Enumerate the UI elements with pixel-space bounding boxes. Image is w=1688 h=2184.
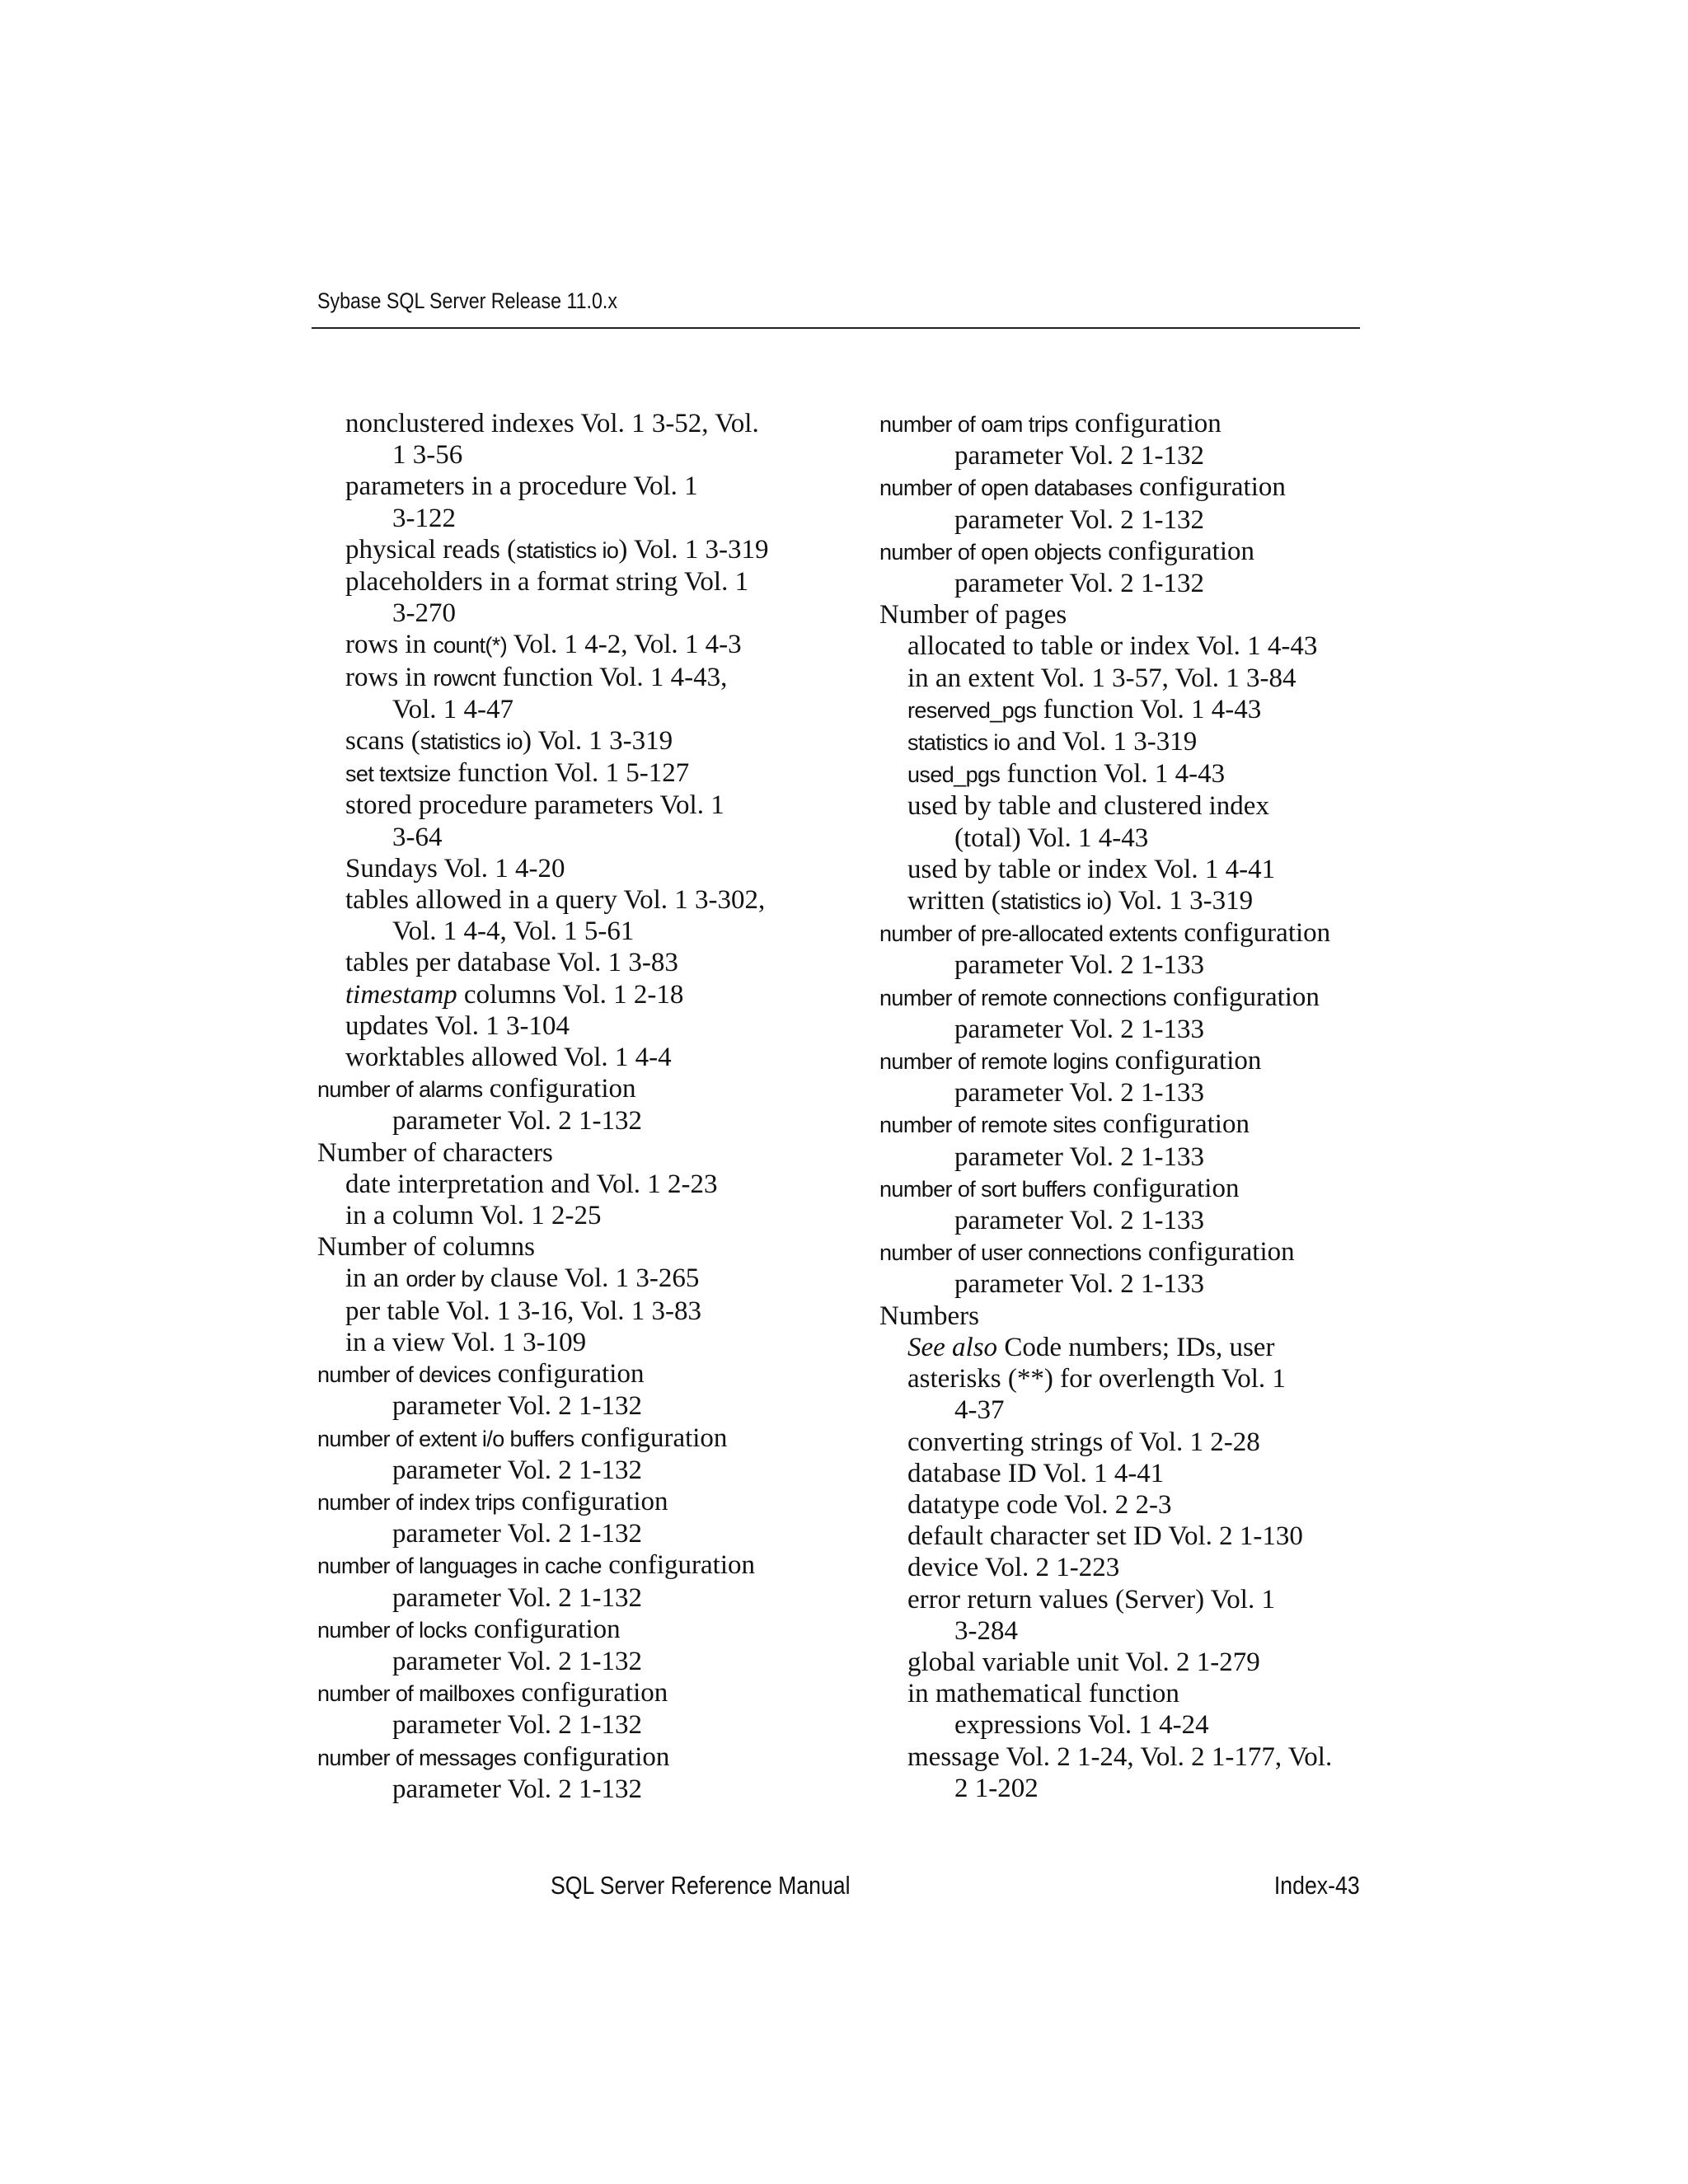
index-entry [317, 1327, 820, 1358]
index-entry [879, 694, 1382, 726]
italic-term: timestamp [345, 979, 457, 1010]
index-entry [879, 790, 1382, 822]
index-entry [879, 504, 1382, 536]
index-entry [317, 1358, 820, 1390]
running-header: Sybase SQL Server Release 11.0.x [317, 288, 617, 313]
index-text: configuration [1141, 1237, 1295, 1268]
index-text: configuration [1085, 1173, 1240, 1203]
index-entry [879, 1205, 1382, 1236]
code-term: rowcnt [433, 665, 496, 691]
index-entry [879, 1108, 1382, 1141]
index-text: 3-64 [392, 822, 443, 852]
code-term: number of messages [317, 1745, 517, 1770]
index-entry [317, 1422, 820, 1455]
index-entry [879, 1045, 1382, 1077]
index-entry [317, 822, 820, 853]
index-text: 3-284 [954, 1615, 1018, 1646]
index-entry [879, 1173, 1382, 1205]
index-text: in mathematical function [907, 1679, 1179, 1709]
index-entry [317, 1296, 820, 1327]
index-entry [879, 1363, 1382, 1394]
index-entry [879, 982, 1382, 1014]
index-text: clause Vol. 1 3-265 [483, 1263, 700, 1294]
index-text: configuration [482, 1074, 636, 1104]
index-entry [879, 1394, 1382, 1426]
index-entry [317, 790, 820, 821]
index-entry [879, 1709, 1382, 1741]
index-text: Number of characters [317, 1137, 553, 1168]
index-entry [317, 662, 820, 694]
index-entry [317, 1741, 820, 1774]
index-entry [879, 1141, 1382, 1173]
index-text: function Vol. 1 4-43 [1000, 759, 1226, 790]
index-text: parameter Vol. 2 1-132 [954, 441, 1205, 471]
index-text: function Vol. 1 5-127 [450, 758, 690, 789]
code-term: number of oam trips [879, 412, 1068, 437]
index-text: tables allowed in a query Vol. 1 3-302, [345, 885, 766, 916]
index-text: parameter Vol. 2 1-132 [392, 1774, 643, 1804]
index-entry [879, 663, 1382, 694]
index-entry [317, 725, 820, 757]
index-entry [317, 884, 820, 916]
code-term: number of user connections [879, 1240, 1142, 1266]
index-entry [879, 1427, 1382, 1458]
index-text: tables per database Vol. 1 3-83 [345, 948, 678, 978]
code-term: number of languages in cache [317, 1554, 602, 1579]
index-entry [317, 757, 820, 790]
index-text: and Vol. 1 3-319 [1010, 727, 1198, 757]
index-text: expressions Vol. 1 4-24 [954, 1710, 1209, 1741]
index-text: scans ( [345, 726, 420, 757]
index-text: configuration [1100, 536, 1255, 566]
index-entry [879, 1678, 1382, 1709]
index-text: Code numbers; IDs, user [997, 1332, 1275, 1362]
header-rule [312, 327, 1360, 329]
index-text: in an extent Vol. 1 3-57, Vol. 1 3-84 [907, 663, 1296, 693]
index-text: date interpretation and Vol. 1 2-23 [345, 1169, 718, 1199]
index-text: Numbers [879, 1301, 979, 1331]
index-text: configuration [514, 1678, 668, 1708]
code-term: number of index trips [317, 1489, 515, 1515]
code-term: number of devices [317, 1362, 491, 1388]
index-text: Vol. 1 4-2, Vol. 1 4-3 [507, 630, 742, 660]
index-entry [317, 916, 820, 947]
running-footer-title: SQL Server Reference Manual [551, 1871, 851, 1900]
index-entry [317, 1677, 820, 1709]
index-entry [879, 1332, 1382, 1363]
index-text: parameter Vol. 2 1-133 [954, 1141, 1205, 1172]
code-term: number of extent i/o buffers [317, 1426, 574, 1451]
index-entry [879, 1014, 1382, 1045]
index-entry [317, 1010, 820, 1042]
code-term: number of open objects [879, 539, 1101, 565]
index-entry [317, 439, 820, 471]
index-text: configuration [601, 1550, 755, 1581]
code-term: set textsize [345, 762, 451, 787]
code-term: count(*) [433, 633, 508, 658]
index-entry [317, 1549, 820, 1582]
index-text: in an [345, 1263, 406, 1294]
index-entry [317, 1263, 820, 1295]
index-entry [879, 726, 1382, 758]
index-text: parameter Vol. 2 1-132 [392, 1582, 643, 1613]
index-text: columns Vol. 1 2-18 [457, 979, 684, 1010]
index-text: worktables allowed Vol. 1 4-4 [345, 1043, 672, 1073]
index-text: Vol. 1 4-4, Vol. 1 5-61 [392, 916, 635, 947]
index-entry [879, 630, 1382, 662]
index-text: written ( [907, 886, 1001, 916]
index-text: parameter Vol. 2 1-132 [954, 504, 1205, 535]
index-entry [317, 1169, 820, 1200]
code-term: statistics io [907, 730, 1010, 756]
index-text: ) Vol. 1 3-319 [522, 726, 673, 757]
index-entry [879, 1268, 1382, 1300]
index-text: device Vol. 2 1-223 [907, 1553, 1120, 1583]
index-text: parameter Vol. 2 1-133 [954, 1014, 1205, 1044]
code-term: reserved_pgs [907, 697, 1037, 723]
index-text: configuration [574, 1422, 728, 1453]
index-entry [317, 979, 820, 1010]
code-term: statistics io [516, 537, 619, 563]
index-entry [317, 1137, 820, 1169]
index-entry [317, 1582, 820, 1614]
index-text: configuration [1165, 982, 1320, 1012]
index-entry [879, 1615, 1382, 1647]
index-text: 3-122 [392, 503, 456, 533]
index-entry [879, 1647, 1382, 1678]
index-text: configuration [1177, 918, 1331, 949]
index-entry [317, 1105, 820, 1137]
index-entry [879, 949, 1382, 981]
index-text: configuration [490, 1359, 645, 1390]
index-text: (total) Vol. 1 4-43 [954, 823, 1149, 853]
index-text: Vol. 1 4-47 [392, 694, 513, 724]
code-term: number of pre-allocated extents [879, 921, 1178, 947]
index-entry [317, 1073, 820, 1105]
index-text: parameter Vol. 2 1-132 [392, 1455, 643, 1485]
index-text: default character set ID Vol. 2 1-130 [907, 1521, 1303, 1552]
code-term: number of sort buffers [879, 1176, 1086, 1202]
index-text: parameter Vol. 2 1-133 [954, 1206, 1205, 1236]
index-entry [317, 1200, 820, 1231]
index-entry [317, 947, 820, 978]
index-text: 1 3-56 [392, 440, 463, 471]
index-entry [879, 1773, 1382, 1804]
index-text: asterisks (**) for overlength Vol. 1 [907, 1364, 1286, 1394]
index-text: Number of columns [317, 1232, 535, 1263]
index-entry [317, 1774, 820, 1805]
index-text: error return values (Server) Vol. 1 [907, 1584, 1275, 1615]
index-text: configuration [1108, 1046, 1262, 1076]
index-column-left [317, 408, 820, 1805]
index-text: Number of pages [879, 600, 1067, 630]
code-term: number of remote sites [879, 1113, 1096, 1138]
index-entry [879, 536, 1382, 568]
index-entry [879, 1584, 1382, 1615]
index-text: 4-37 [954, 1395, 1005, 1426]
code-term: number of mailboxes [317, 1681, 515, 1707]
index-entry [879, 408, 1382, 440]
index-text: rows in [345, 630, 434, 660]
index-text: parameter Vol. 2 1-132 [392, 1391, 643, 1422]
index-entry [879, 1236, 1382, 1268]
code-term: number of remote connections [879, 985, 1166, 1010]
index-entry [317, 1455, 820, 1486]
index-entry [317, 1231, 820, 1263]
index-text: global variable unit Vol. 2 1-279 [907, 1647, 1260, 1677]
index-entry [317, 471, 820, 502]
index-text: parameter Vol. 2 1-133 [954, 1269, 1205, 1300]
italic-term: See also [907, 1332, 998, 1362]
index-text: function Vol. 1 4-43 [1036, 694, 1262, 724]
index-text: ) Vol. 1 3-319 [1102, 886, 1254, 916]
index-text: stored procedure parameters Vol. 1 [345, 790, 724, 821]
index-entry [879, 599, 1382, 630]
index-text: parameter Vol. 2 1-132 [392, 1646, 643, 1676]
index-text: parameter Vol. 2 1-132 [954, 569, 1205, 599]
index-text: placeholders in a format string Vol. 1 [345, 567, 749, 598]
index-text: function Vol. 1 4-43, [495, 662, 728, 692]
index-text: parameter Vol. 2 1-133 [954, 950, 1205, 981]
index-text: parameter Vol. 2 1-132 [392, 1519, 643, 1549]
index-text: used by table and clustered index [907, 791, 1269, 822]
index-text: parameter Vol. 2 1-132 [392, 1710, 643, 1741]
index-text: configuration [467, 1614, 621, 1644]
index-entry [317, 503, 820, 534]
index-text: database ID Vol. 1 4-41 [907, 1458, 1165, 1488]
index-entry [317, 408, 820, 439]
index-text: configuration [514, 1486, 668, 1516]
code-term: number of remote logins [879, 1049, 1109, 1075]
index-entry [317, 629, 820, 661]
index-entry [317, 1390, 820, 1422]
index-entry [317, 1518, 820, 1549]
index-text: configuration [1132, 472, 1286, 503]
code-term: statistics io [420, 729, 523, 755]
index-text: per table Vol. 1 3-16, Vol. 1 3-83 [345, 1296, 702, 1326]
index-text: parameters in a procedure Vol. 1 [345, 471, 698, 502]
index-text: Sundays Vol. 1 4-20 [345, 853, 565, 883]
index-text: allocated to table or index Vol. 1 4-43 [907, 631, 1318, 662]
index-entry [879, 758, 1382, 790]
index-entry [879, 854, 1382, 885]
index-entry [317, 1486, 820, 1518]
index-entry [879, 1521, 1382, 1552]
code-term: statistics io [1000, 889, 1103, 915]
page-number: Index-43 [1274, 1871, 1360, 1900]
code-term: number of locks [317, 1617, 467, 1643]
index-text: message Vol. 2 1-24, Vol. 2 1-177, Vol. [907, 1741, 1333, 1772]
index-text: used by table or index Vol. 1 4-41 [907, 854, 1276, 884]
index-entry [879, 1489, 1382, 1521]
code-term: used_pgs [907, 762, 1001, 788]
index-text: parameter Vol. 2 1-133 [954, 1078, 1205, 1108]
index-entry [317, 1614, 820, 1646]
index-entry [879, 1458, 1382, 1489]
index-text: ) Vol. 1 3-319 [618, 534, 769, 565]
index-entry [317, 853, 820, 884]
code-term: order by [406, 1267, 484, 1292]
index-entry [879, 885, 1382, 917]
index-text: updates Vol. 1 3-104 [345, 1010, 570, 1041]
index-text: nonclustered indexes Vol. 1 3-52, Vol. [345, 409, 759, 438]
index-entry [317, 598, 820, 629]
index-text: configuration [1067, 409, 1221, 438]
index-entry [879, 1552, 1382, 1583]
index-text: physical reads ( [345, 534, 517, 565]
index-entry [879, 471, 1382, 504]
index-entry [317, 534, 820, 566]
index-column-right [879, 408, 1382, 1804]
index-text: parameter Vol. 2 1-132 [392, 1106, 643, 1137]
index-entry [879, 1077, 1382, 1108]
index-text: in a view Vol. 1 3-109 [345, 1327, 587, 1357]
index-entry [317, 694, 820, 725]
index-entry [317, 1709, 820, 1741]
index-text: datatype code Vol. 2 2-3 [907, 1489, 1172, 1520]
index-text: converting strings of Vol. 1 2-28 [907, 1427, 1260, 1457]
index-text: 3-270 [392, 598, 456, 629]
index-entry [879, 1301, 1382, 1332]
index-entry [879, 440, 1382, 471]
index-text: configuration [516, 1741, 670, 1772]
code-term: number of alarms [317, 1077, 483, 1103]
index-entry [879, 917, 1382, 949]
index-entry [879, 823, 1382, 854]
index-text: 2 1-202 [954, 1773, 1039, 1803]
index-text: configuration [1095, 1109, 1250, 1140]
index-text: rows in [345, 662, 434, 692]
index-entry [317, 1042, 820, 1073]
index-entry [317, 566, 820, 598]
index-entry [879, 568, 1382, 599]
index-entry [317, 1646, 820, 1677]
index-text: in a column Vol. 1 2-25 [345, 1201, 602, 1231]
index-entry [879, 1741, 1382, 1773]
code-term: number of open databases [879, 476, 1132, 501]
